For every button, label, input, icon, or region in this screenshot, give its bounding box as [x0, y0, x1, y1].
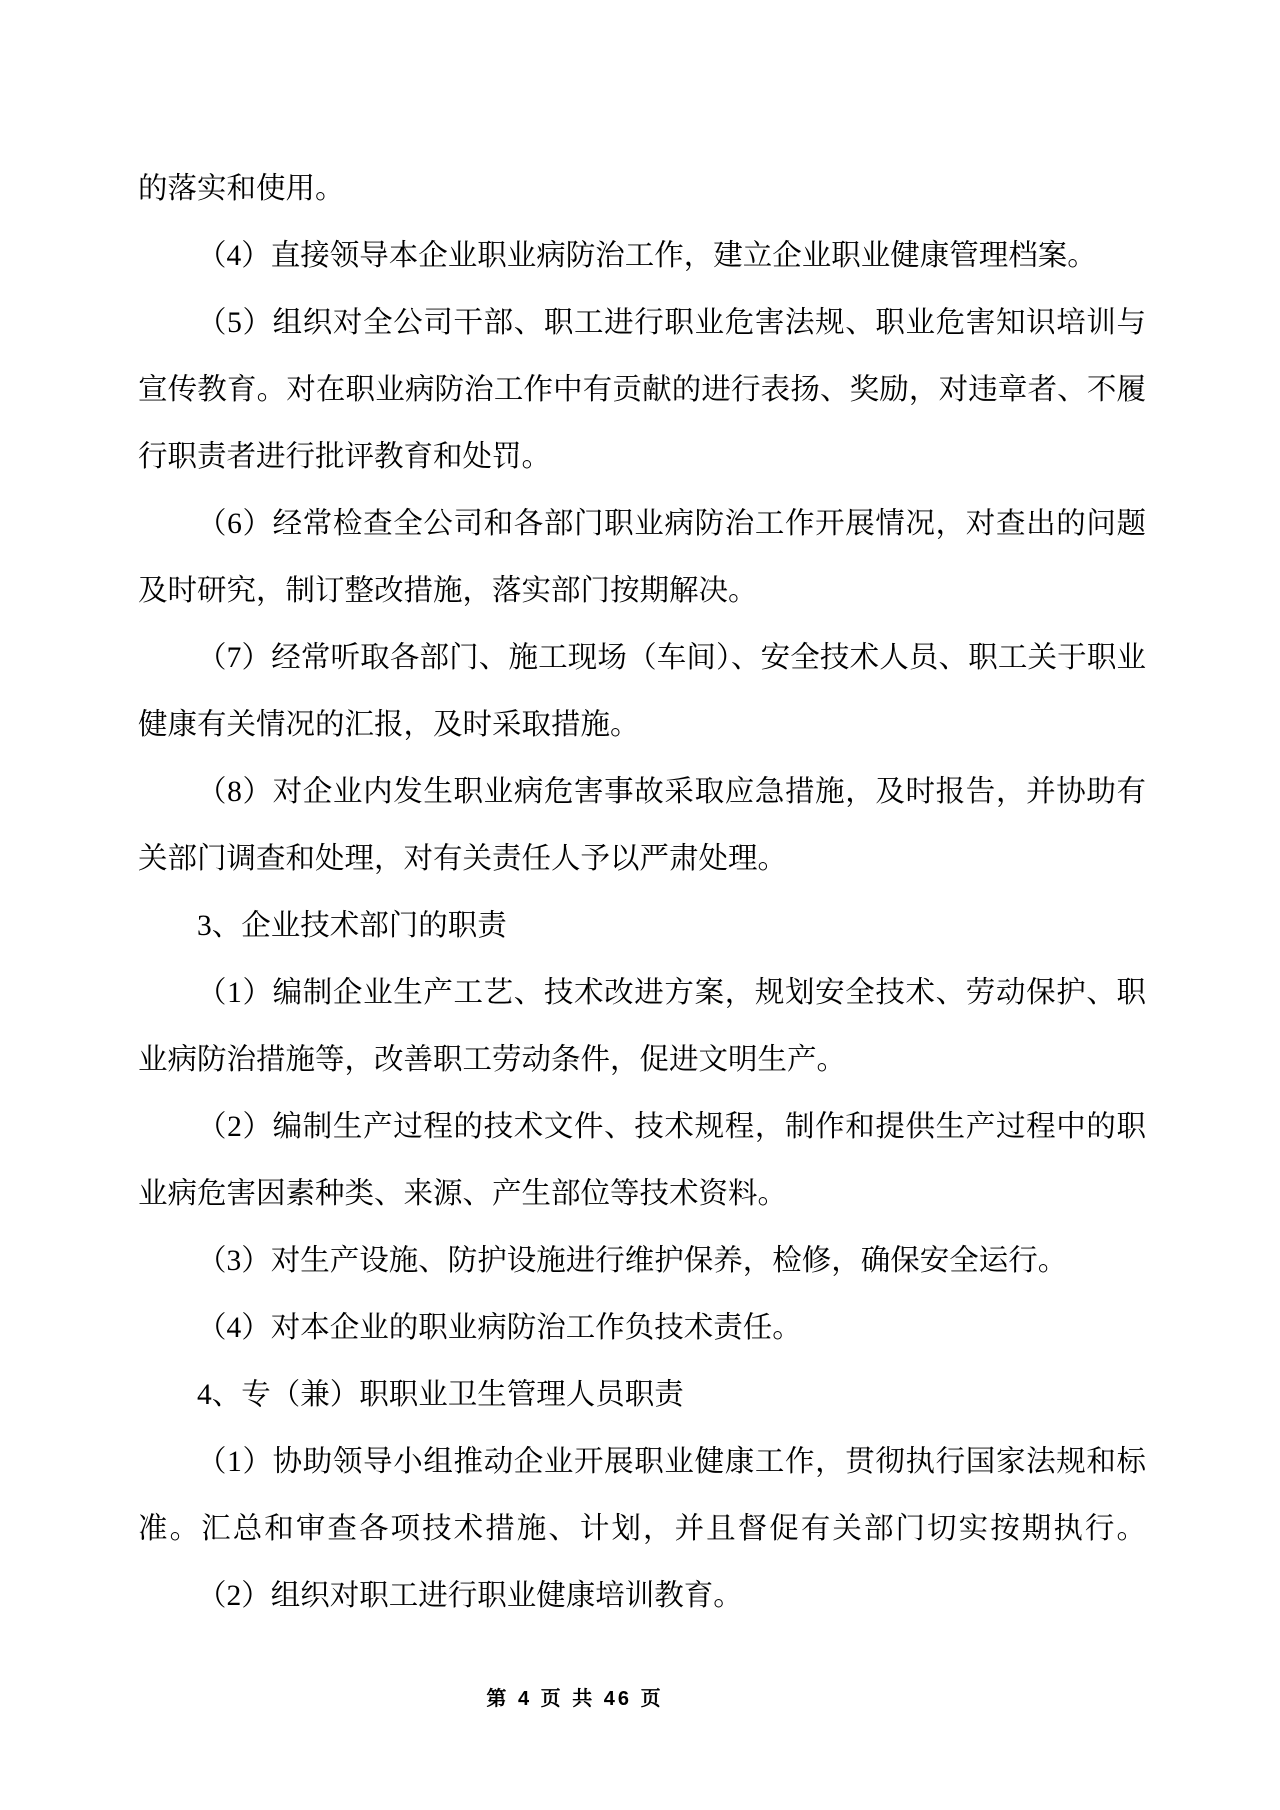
text-line: 宣传教育。对在职业病防治工作中有贡献的进行表扬、奖励，对违章者、不履 [138, 374, 1146, 406]
text-line: （4）直接领导本企业职业病防治工作，建立企业职业健康管理档案。 [197, 240, 1097, 272]
text-line: 健康有关情况的汇报，及时采取措施。 [138, 709, 640, 741]
text-line: 及时研究，制订整改措施，落实部门按期解决。 [138, 575, 758, 607]
text-line: 业病防治措施等，改善职工劳动条件，促进文明生产。 [138, 1044, 847, 1076]
text-line: 关部门调查和处理，对有关责任人予以严肃处理。 [138, 843, 788, 875]
text-line: 4、专（兼）职职业卫生管理人员职责 [197, 1379, 684, 1411]
text-line: （6）经常检查全公司和各部门职业病防治工作开展情况，对查出的问题 [197, 508, 1146, 540]
text-line: 准。汇总和审查各项技术措施、计划，并且督促有关部门切实按期执行。 [138, 1513, 1146, 1545]
text-line: （4）对本企业的职业病防治工作负技术责任。 [197, 1312, 802, 1344]
text-line: （2）组织对职工进行职业健康培训教育。 [197, 1580, 743, 1612]
text-line: 的落实和使用。 [138, 173, 345, 205]
text-line: （8）对企业内发生职业病危害事故采取应急措施，及时报告，并协助有 [197, 776, 1146, 808]
document-body [138, 156, 1146, 1630]
text-line: （7）经常听取各部门、施工现场（车间）、安全技术人员、职工关于职业 [197, 642, 1146, 674]
page-footer: 第 4 页 共 46 页 [486, 1688, 664, 1710]
text-line: （2）编制生产过程的技术文件、技术规程，制作和提供生产过程中的职 [197, 1111, 1146, 1143]
text-line: （3）对生产设施、防护设施进行维护保养，检修，确保安全运行。 [197, 1245, 1068, 1277]
text-line: （5）组织对全公司干部、职工进行职业危害法规、职业危害知识培训与 [197, 307, 1146, 339]
text-line: （1）协助领导小组推动企业开展职业健康工作，贯彻执行国家法规和标 [197, 1446, 1146, 1478]
text-line: （1）编制企业生产工艺、技术改进方案，规划安全技术、劳动保护、职 [197, 977, 1146, 1009]
text-line: 行职责者进行批评教育和处罚。 [138, 441, 552, 473]
text-line: 3、企业技术部门的职责 [197, 910, 507, 942]
text-line: 业病危害因素种类、来源、产生部位等技术资料。 [138, 1178, 788, 1210]
